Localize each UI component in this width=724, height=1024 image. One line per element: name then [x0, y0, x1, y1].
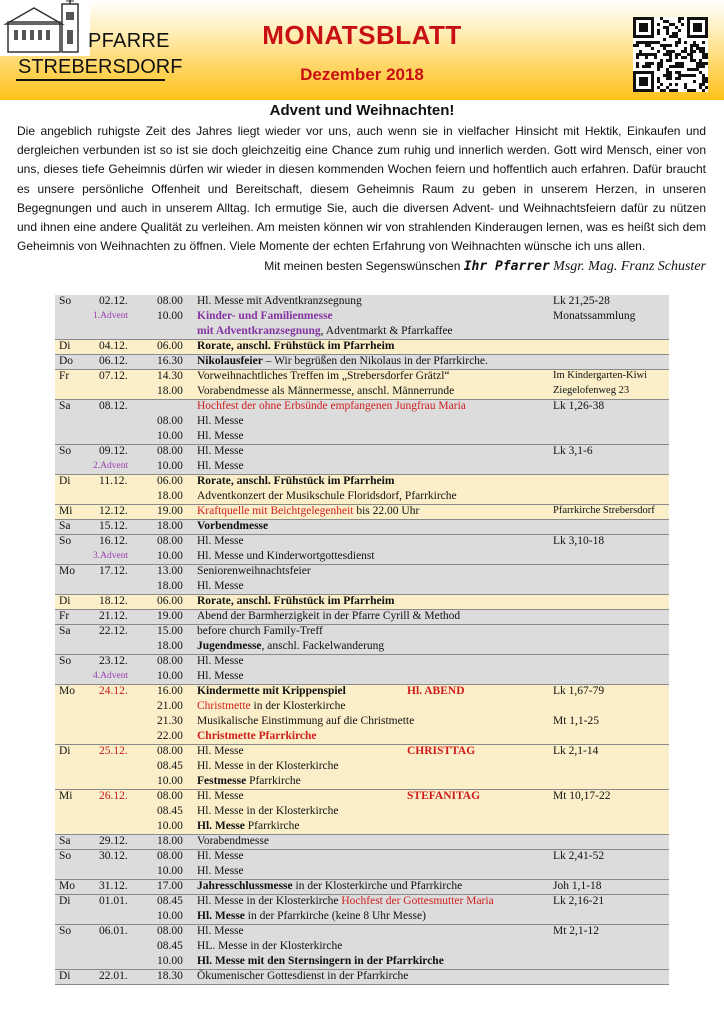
row-day: So [59, 295, 72, 307]
row-date: 07.12. [99, 370, 128, 382]
row-time: 06.00 [157, 595, 183, 607]
row-advent-label: 4.Advent [93, 671, 129, 681]
row-reference: Lk 2,16-21 [553, 895, 605, 907]
row-time: 10.00 [157, 865, 183, 877]
row-day: Di [59, 340, 71, 352]
row-time: 08.45 [157, 895, 183, 907]
row-description [197, 625, 323, 637]
row-time: 10.00 [157, 820, 183, 832]
row-day: Di [59, 895, 71, 907]
signature-name: Msgr. Mag. Franz Schuster [553, 259, 706, 274]
schedule-row [55, 535, 669, 565]
row-description [197, 505, 419, 517]
row-description [197, 925, 244, 937]
row-time: 18.00 [157, 580, 183, 592]
logo-text-strebersdorf: STREBERSDORF [18, 56, 183, 78]
description-segment: Adventkonzert der Musikschule Floridsdorf, Pfarrkirche [197, 490, 457, 502]
description-segment: Hl. Messe [197, 655, 244, 667]
row-feast-highlight: Hl. ABEND [407, 685, 465, 697]
row-date: 21.12. [99, 610, 128, 622]
row-time: 18.00 [157, 490, 183, 502]
row-description [197, 340, 394, 352]
row-time: 19.00 [157, 610, 183, 622]
schedule-row [55, 745, 669, 790]
row-reference: Pfarrkirche Strebersdorf [553, 505, 655, 516]
intro-paragraph: Die angeblich ruhigste Zeit des Jahres liegt wieder vor uns, auch wenn sie in vielfacher Hinsicht mit Hektik, Einkaufen und dergleichen verbunden ist so ist sie doch gleichzeitig eine Chance zum ruhig und innerlich werden. Gott wird Mensch, einer von uns, dieses tiefe Geheimnis dürfen wir wieder in diesen kommenden Wochen feiern und hoffentlich auch erfahren. Dafür braucht es unsere persönliche Offenheit und Bereitschaft, diesem Geheimnis Raum zu geben in unserem Herzen, in unseren Begegnungen und auch in unserem Alltag. Ich ermutige Sie, auch die diversen Advent- und Weihnachtsfeiern dafür zu nützen und ihnen eine andere Qualität zu verleihen. Am meisten können wir von strahlenden Kinderaugen lernen, was es heißt sich dem Geheimnis von Weihnachten zu öffnen. Viele Momente der echten Erfahrung von Weihnachten wünsche ich uns allen. [17, 124, 706, 254]
row-day: So [59, 850, 72, 862]
row-reference: Mt 1,1-25 [553, 715, 599, 727]
row-day: Mo [59, 685, 75, 697]
description-segment: before church Family-Treff [197, 625, 323, 637]
row-day: Sa [59, 400, 71, 412]
row-day: Fr [59, 610, 70, 622]
row-reference: Lk 21,25-28 [553, 295, 610, 307]
row-description [197, 880, 462, 892]
description-segment: Jugendmesse [197, 640, 262, 652]
description-segment: Kraftquelle mit Beichtgelegenheit [197, 505, 354, 517]
row-description [197, 685, 346, 697]
row-time: 06.00 [157, 340, 183, 352]
schedule-row [55, 850, 669, 880]
signature-line [264, 259, 706, 275]
row-day: Mo [59, 565, 75, 577]
row-reference: Im Kindergarten-Kiwi [553, 370, 647, 381]
row-day: Do [59, 355, 74, 367]
description-segment: Vorabendmesse als Männermesse, anschl. Männerrunde [197, 385, 455, 397]
row-time: 08.00 [157, 655, 183, 667]
row-time: 18.00 [157, 640, 183, 652]
schedule-row [55, 880, 669, 895]
schedule-row [55, 400, 669, 445]
row-time: 10.00 [157, 430, 183, 442]
row-description [197, 775, 301, 787]
row-description [197, 580, 244, 592]
description-segment: Hl. Messe in der Klosterkirche [197, 805, 339, 817]
row-description [197, 745, 244, 757]
schedule-row [55, 835, 669, 850]
row-description [197, 910, 426, 922]
row-time: 22.00 [157, 730, 183, 742]
row-date: 04.12. [99, 340, 128, 352]
row-description [197, 970, 408, 982]
description-segment: Hl. Messe [197, 910, 245, 922]
row-description [197, 310, 333, 322]
row-time: 16.00 [157, 685, 183, 697]
description-segment: Hochfest der Gottesmutter Maria [341, 895, 494, 907]
row-reference: Lk 1,67-79 [553, 685, 605, 697]
row-description [197, 850, 244, 862]
row-advent-label: 1.Advent [93, 311, 129, 321]
page-subtitle: Dezember 2018 [300, 65, 424, 84]
row-date: 16.12. [99, 535, 128, 547]
row-reference: Mt 2,1-12 [553, 925, 599, 937]
row-description [197, 895, 494, 907]
description-segment: Nikolausfeier [197, 355, 263, 367]
row-day: Di [59, 970, 71, 982]
row-time: 10.00 [157, 670, 183, 682]
description-segment: Christmette Pfarrkirche [197, 730, 317, 742]
row-date: 31.12. [99, 880, 128, 892]
row-time: 08.00 [157, 535, 183, 547]
row-day: Di [59, 745, 71, 757]
row-description [197, 385, 454, 397]
description-segment: Hl. Messe in der Klosterkirche [197, 760, 339, 772]
row-description [197, 370, 450, 382]
description-segment: Hl. Messe [197, 430, 244, 442]
description-segment: in der Klosterkirche [250, 700, 346, 712]
description-segment: – Wir begrüßen den Nikolaus in der Pfarrkirche. [262, 355, 488, 367]
description-segment: in der Klosterkirche und Pfarrkirche [292, 880, 463, 892]
row-time: 08.00 [157, 415, 183, 427]
row-reference: Monatssammlung [553, 310, 636, 322]
row-reference: Lk 2,41-52 [553, 850, 605, 862]
row-date: 25.12. [99, 745, 128, 757]
row-date: 02.12. [99, 295, 128, 307]
description-segment: in der Pfarrkirche (keine 8 Uhr Messe) [244, 910, 426, 922]
row-time: 08.45 [157, 940, 183, 952]
schedule-row [55, 520, 669, 535]
description-segment: Vorweihnachtliches Treffen im „Strebersdorfer Grätzl“ [197, 370, 450, 382]
schedule-row [55, 595, 669, 610]
row-day: So [59, 535, 72, 547]
schedule-row [55, 970, 669, 985]
row-time: 17.00 [157, 880, 183, 892]
row-description [197, 430, 244, 442]
description-segment: Hl. Messe in der Klosterkirche [197, 895, 342, 907]
description-segment: Vorbendmesse [197, 520, 269, 532]
signature-handwritten: Ihr Pfarrer [463, 259, 550, 274]
description-segment: , anschl. Fackelwanderung [261, 640, 385, 652]
row-date: 29.12. [99, 835, 128, 847]
row-day: So [59, 445, 72, 457]
row-time: 10.00 [157, 775, 183, 787]
description-segment: Kinder- und Familienmesse [197, 310, 333, 322]
row-description [197, 490, 457, 502]
row-date: 11.12. [99, 475, 128, 487]
row-description [197, 820, 300, 832]
description-segment: Rorate, anschl. Frühstück im Pfarrheim [197, 340, 395, 352]
row-time: 10.00 [157, 910, 183, 922]
row-day: Mo [59, 880, 75, 892]
row-description [197, 460, 244, 472]
description-segment: Hl. Messe [197, 580, 244, 592]
schedule-row [55, 475, 669, 505]
row-day: Fr [59, 370, 70, 382]
description-segment: Pfarrkirche [244, 820, 300, 832]
row-reference: Ziegelofenweg 23 [553, 385, 630, 396]
description-segment: Christmette [197, 700, 251, 712]
row-date: 17.12. [99, 565, 128, 577]
row-date: 24.12. [99, 685, 128, 697]
schedule-table [55, 295, 669, 995]
row-date: 12.12. [99, 505, 128, 517]
row-day: Sa [59, 835, 71, 847]
row-time: 08.00 [157, 745, 183, 757]
logo-text-pfarre: PFARRE [88, 30, 170, 52]
row-time: 08.45 [157, 760, 183, 772]
signature-prefix: Mit meinen besten Segenswünschen [264, 259, 461, 273]
row-time: 08.00 [157, 445, 183, 457]
row-day: Sa [59, 625, 71, 637]
row-reference: Lk 1,26-38 [553, 400, 605, 412]
row-time: 10.00 [157, 955, 183, 967]
description-segment: Hl. Messe [197, 745, 244, 757]
row-date: 23.12. [99, 655, 128, 667]
description-segment: Abend der Barmherzigkeit in der Pfarre Cyrill & Method [197, 610, 461, 622]
row-time: 15.00 [157, 625, 183, 637]
row-date: 30.12. [99, 850, 128, 862]
description-segment: Hl. Messe und Kinderwortgottesdienst [197, 550, 375, 562]
row-date: 22.12. [99, 625, 128, 637]
schedule-row [55, 505, 669, 520]
row-time: 10.00 [157, 310, 183, 322]
row-reference: Lk 3,1-6 [553, 445, 593, 457]
row-description [197, 535, 244, 547]
row-description [197, 805, 338, 817]
row-time: 08.00 [157, 790, 183, 802]
row-description [197, 595, 394, 607]
row-description [197, 325, 453, 337]
description-segment: Hl. Messe [197, 925, 244, 937]
row-date: 06.01. [99, 925, 128, 937]
row-feast-highlight: STEFANITAG [407, 790, 481, 802]
row-day: So [59, 925, 72, 937]
row-day: So [59, 655, 72, 667]
description-segment: Hl. Messe [197, 850, 244, 862]
description-segment: Hl. Messe [197, 415, 244, 427]
row-description [197, 640, 384, 652]
row-time: 08.00 [157, 850, 183, 862]
row-reference: Joh 1,1-18 [553, 880, 602, 892]
row-time: 10.00 [157, 460, 183, 472]
description-segment: Rorate, anschl. Frühstück im Pfarrheim [197, 595, 395, 607]
row-description [197, 940, 342, 952]
row-time: 08.45 [157, 805, 183, 817]
description-segment: Hl. Messe mit den Sternsingern in der Pfarrkirche [197, 955, 444, 967]
schedule-row [55, 610, 669, 625]
row-time: 18.00 [157, 520, 183, 532]
row-date: 15.12. [99, 520, 128, 532]
row-advent-label: 3.Advent [93, 551, 129, 561]
row-date: 01.01. [99, 895, 128, 907]
row-time: 21.30 [157, 715, 183, 727]
row-time: 08.00 [157, 925, 183, 937]
row-day: Di [59, 595, 71, 607]
page-title: MONATSBLATT [262, 20, 462, 50]
schedule-row [55, 370, 669, 400]
description-segment: Hl. Messe [197, 820, 245, 832]
row-day: Di [59, 475, 71, 487]
row-feast-highlight: CHRISTTAG [407, 745, 476, 757]
intro-heading: Advent und Weihnachten! [269, 102, 455, 119]
description-segment: Hl. Messe [197, 460, 244, 472]
description-segment: Vorabendmesse [197, 835, 269, 847]
row-description [197, 700, 346, 712]
row-description [197, 865, 244, 877]
row-day: Mi [59, 790, 73, 802]
description-segment: Rorate, anschl. Frühstück im Pfarrheim [197, 475, 395, 487]
row-time: 18.00 [157, 835, 183, 847]
row-time: 21.00 [157, 700, 183, 712]
row-description [197, 655, 244, 667]
description-segment: Pfarrkirche [246, 775, 301, 787]
schedule-row [55, 685, 669, 745]
row-description [197, 475, 394, 487]
schedule-row [55, 445, 669, 475]
description-segment: Ökumenischer Gottesdienst in der Pfarrkirche [197, 970, 409, 982]
description-segment: , Adventmarkt & Pfarrkaffee [320, 325, 453, 337]
row-date: 06.12. [99, 355, 128, 367]
row-description [197, 445, 244, 457]
row-time: 18.30 [157, 970, 183, 982]
row-time: 06.00 [157, 475, 183, 487]
description-segment: mit Adventkranzsegnung [197, 325, 321, 337]
description-segment: Hl. Messe [197, 535, 244, 547]
schedule-row [55, 925, 669, 970]
schedule-row [55, 790, 669, 835]
description-segment: Seniorenweihnachtsfeier [197, 565, 311, 577]
row-day: Mi [59, 505, 73, 517]
row-description [197, 415, 244, 427]
row-description [197, 295, 362, 307]
row-advent-label: 2.Advent [93, 461, 129, 471]
description-segment: Festmesse [197, 775, 247, 787]
row-description [197, 670, 244, 682]
description-segment: Hl. Messe [197, 670, 244, 682]
schedule-row [55, 355, 669, 370]
row-description [197, 790, 244, 802]
row-time: 19.00 [157, 505, 183, 517]
schedule-row [55, 895, 669, 925]
row-reference: Lk 3,10-18 [553, 535, 605, 547]
row-description [197, 400, 466, 412]
row-date: 26.12. [99, 790, 128, 802]
header-banner [0, 0, 724, 100]
schedule-row [55, 565, 669, 595]
description-segment: Hl. Messe [197, 445, 244, 457]
description-segment: Kindermette mit Krippenspiel [197, 685, 346, 697]
row-date: 08.12. [99, 400, 128, 412]
description-segment: HL. Messe in der Klosterkirche [197, 940, 343, 952]
row-description [197, 835, 269, 847]
schedule-row [55, 295, 669, 340]
row-description [197, 760, 338, 772]
qr-code-icon [633, 17, 708, 92]
row-description [197, 520, 268, 532]
description-segment: Musikalische Einstimmung auf die Christmette [197, 715, 415, 727]
row-description [197, 565, 311, 577]
row-time: 08.00 [157, 295, 183, 307]
row-date: 09.12. [99, 445, 128, 457]
row-time: 18.00 [157, 385, 183, 397]
row-reference: Lk 2,1-14 [553, 745, 599, 757]
row-reference: Mt 10,17-22 [553, 790, 611, 802]
description-segment: Hochfest der ohne Erbsünde empfangenen Jungfrau Maria [197, 400, 466, 412]
schedule-row [55, 655, 669, 685]
description-segment: Hl. Messe mit Adventkranzsegnung [197, 295, 362, 307]
row-day: Sa [59, 520, 71, 532]
row-time: 14.30 [157, 370, 183, 382]
row-date: 18.12. [99, 595, 128, 607]
row-description [197, 730, 317, 742]
row-date: 22.01. [99, 970, 128, 982]
row-description [197, 610, 460, 622]
description-segment: bis 22.00 Uhr [353, 505, 420, 517]
row-description [197, 355, 488, 367]
row-time: 16.30 [157, 355, 183, 367]
row-description [197, 715, 414, 727]
description-segment: Hl. Messe [197, 790, 244, 802]
row-description [197, 955, 444, 967]
schedule-row [55, 340, 669, 355]
schedule-row [55, 625, 669, 655]
description-segment: Jahresschlussmesse [197, 880, 293, 892]
row-time: 10.00 [157, 550, 183, 562]
description-segment: Hl. Messe [197, 865, 244, 877]
row-time: 13.00 [157, 565, 183, 577]
row-description [197, 550, 375, 562]
